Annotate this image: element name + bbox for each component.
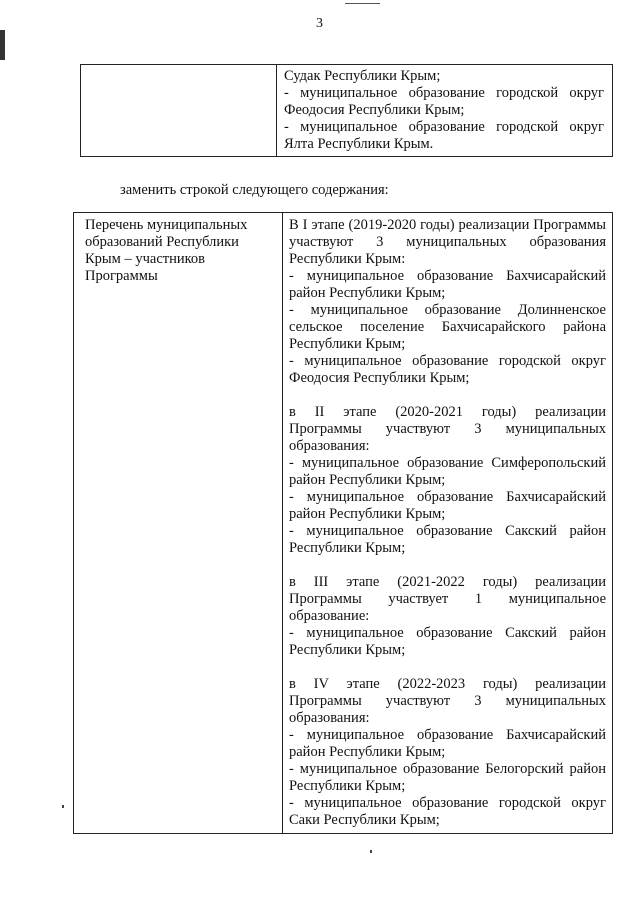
list-item: - муниципальное образование Сакский район Республики Крым; bbox=[289, 523, 606, 556]
page-number: 3 bbox=[316, 16, 323, 31]
scan-mark bbox=[0, 30, 5, 60]
table-top bbox=[80, 64, 613, 157]
stage-intro: в III этапе (2021-2022 годы) реализации Программы участвует 1 муниципальное образование: bbox=[289, 574, 606, 624]
list-item: - муниципальное образование Симферопольский район Республики Крым; bbox=[289, 455, 606, 488]
table-row bbox=[81, 65, 613, 157]
list-item: - муниципальное образование Белогорский район Республики Крым; bbox=[289, 761, 606, 794]
replace-instruction: заменить строкой следующего содержания: bbox=[120, 182, 389, 198]
list-item: - муниципальное образование Сакский район Республики Крым; bbox=[289, 625, 606, 658]
list-item: - муниципальное образование городской округ Саки Республики Крым; bbox=[289, 795, 606, 828]
scan-speck bbox=[62, 805, 64, 808]
table-cell-text bbox=[277, 65, 613, 157]
stage-block bbox=[289, 404, 606, 557]
stage-intro: в II этапе (2020-2021 годы) реализации Программы участвуют 3 муниципальных образования: bbox=[289, 404, 606, 454]
paragraph: - муниципальное образование городской округ Феодосия Республики Крым; bbox=[284, 85, 604, 118]
list-item: - муниципальное образование Бахчисарайский район Республики Крым; bbox=[289, 727, 606, 760]
list-item: - муниципальное образование Бахчисарайский район Республики Крым; bbox=[289, 268, 606, 301]
stage-block bbox=[289, 217, 606, 387]
stage-block bbox=[289, 676, 606, 829]
table-cell-empty bbox=[81, 65, 277, 157]
table-cell-text bbox=[283, 213, 613, 834]
stage-block bbox=[289, 574, 606, 659]
stage-intro: В I этапе (2019-2020 годы) реализации Программы участвуют 3 муниципальных образования Республики Крым: bbox=[289, 217, 606, 267]
top-rule bbox=[345, 3, 380, 4]
paragraph: - муниципальное образование городской округ Ялта Республики Крым. bbox=[284, 119, 604, 152]
stage-intro: в IV этапе (2022-2023 годы) реализации Программы участвуют 3 муниципальных образования: bbox=[289, 676, 606, 726]
list-item: - муниципальное образование городской округ Феодосия Республики Крым; bbox=[289, 353, 606, 386]
paragraph: Судак Республики Крым; bbox=[284, 68, 441, 84]
scan-speck bbox=[370, 850, 372, 853]
table-row bbox=[74, 213, 613, 834]
list-item: - муниципальное образование Бахчисарайский район Республики Крым; bbox=[289, 489, 606, 522]
table-main bbox=[73, 212, 613, 834]
list-item: - муниципальное образование Долинненское сельское поселение Бахчисарайского района Республики Крым; bbox=[289, 302, 606, 352]
table-cell-heading: Перечень муниципальных образований Республики Крым – участников Программы bbox=[74, 213, 283, 834]
